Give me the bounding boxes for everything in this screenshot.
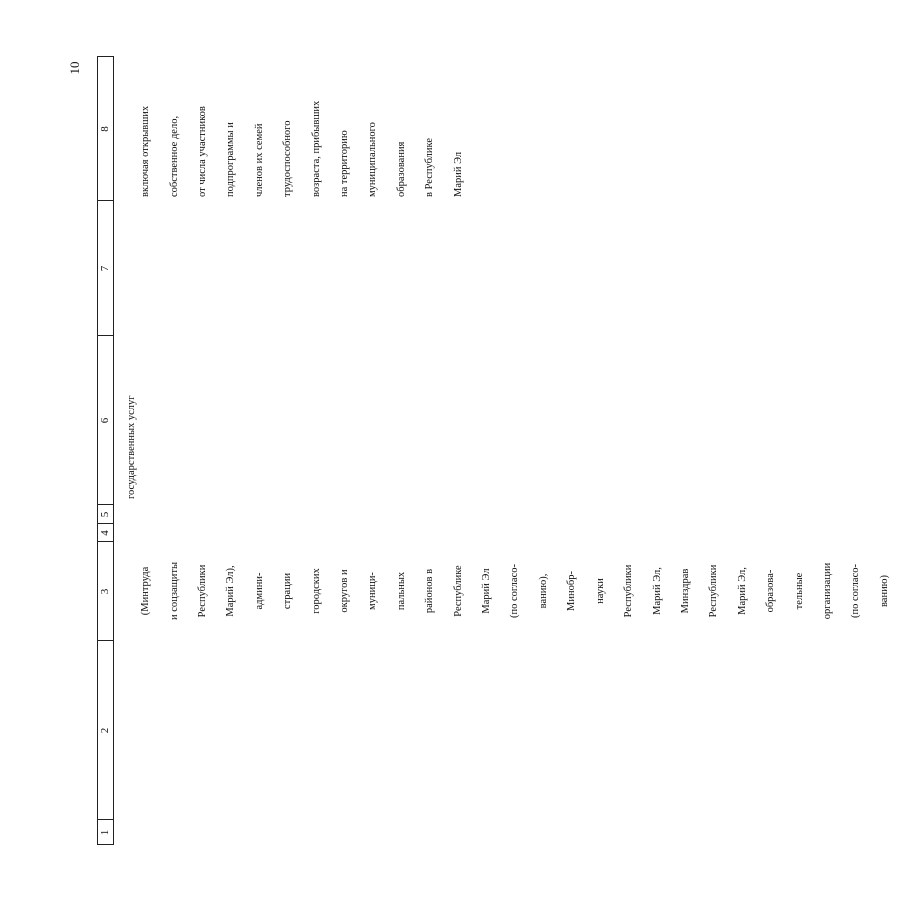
col3-line: ванию) [878,574,890,608]
col3-executors [125,547,906,635]
col3-line: Марий Эл, [736,567,748,615]
col3-line: науки [594,578,606,604]
col3-line: муници- [367,572,379,610]
column-number-1: 1 [99,829,111,836]
rotated-table [97,56,890,845]
col8-indicator [125,59,480,197]
col3-line: тельные [793,572,805,610]
col3-line: Марий Эл [481,568,493,614]
col8-line: членов их семей [253,123,265,197]
column-number-6: 6 [99,417,111,424]
col3-line: округов и [339,569,351,613]
col3-line: образова- [765,569,777,613]
table-landscape [97,56,890,845]
col3-line: ванию), [537,573,549,609]
col3-line: организации [821,562,833,620]
col8-line: муниципального [367,122,379,197]
col8-line: возраста, прибывших [310,100,322,197]
col8-line: от числа участников [197,106,209,197]
col3-line: (по согласо- [509,564,521,618]
column-number-3: 3 [99,588,111,595]
column-number-4: 4 [99,530,111,536]
column-number-2: 2 [99,727,111,734]
col3-line: Республики [708,564,720,618]
col8-line: образования [395,141,407,197]
col3-line: Марий Эл), [225,565,237,617]
col3-line: (по согласо- [850,564,862,618]
col3-line: районов в [424,568,436,614]
col6-text: государственных услуг [126,395,137,499]
col8-line: Марий Эл [452,151,464,197]
col3-line: (Минтруда [140,566,152,616]
col8-line: на территорию [339,130,351,197]
col3-line: страции [282,572,294,610]
col8-line: подпрограммы и [225,122,237,197]
col3-line: и соцзащиты [168,561,180,621]
col3-line: Республике [452,565,464,617]
col3-line: Республики [197,564,209,618]
header-bottom-rule [113,56,114,845]
col3-line: городских [310,568,322,614]
col3-line: админи- [253,572,265,610]
page-number: 10 [67,61,82,75]
col3-line: Минздрав [679,568,691,614]
column-number-7: 7 [99,265,111,272]
col8-line: включая открывших [140,105,152,197]
col3-line: Марий Эл, [651,567,663,615]
col3-line: пальных [395,571,407,611]
col3-line: Минобр- [566,571,578,611]
col8-line: в Республике [424,137,436,197]
col3-line: Республики [623,564,635,618]
col8-line: трудоспособного [282,120,294,197]
column-number-8: 8 [99,126,111,132]
column-number-5: 5 [99,511,111,518]
col8-line: собственное дело, [168,115,180,197]
